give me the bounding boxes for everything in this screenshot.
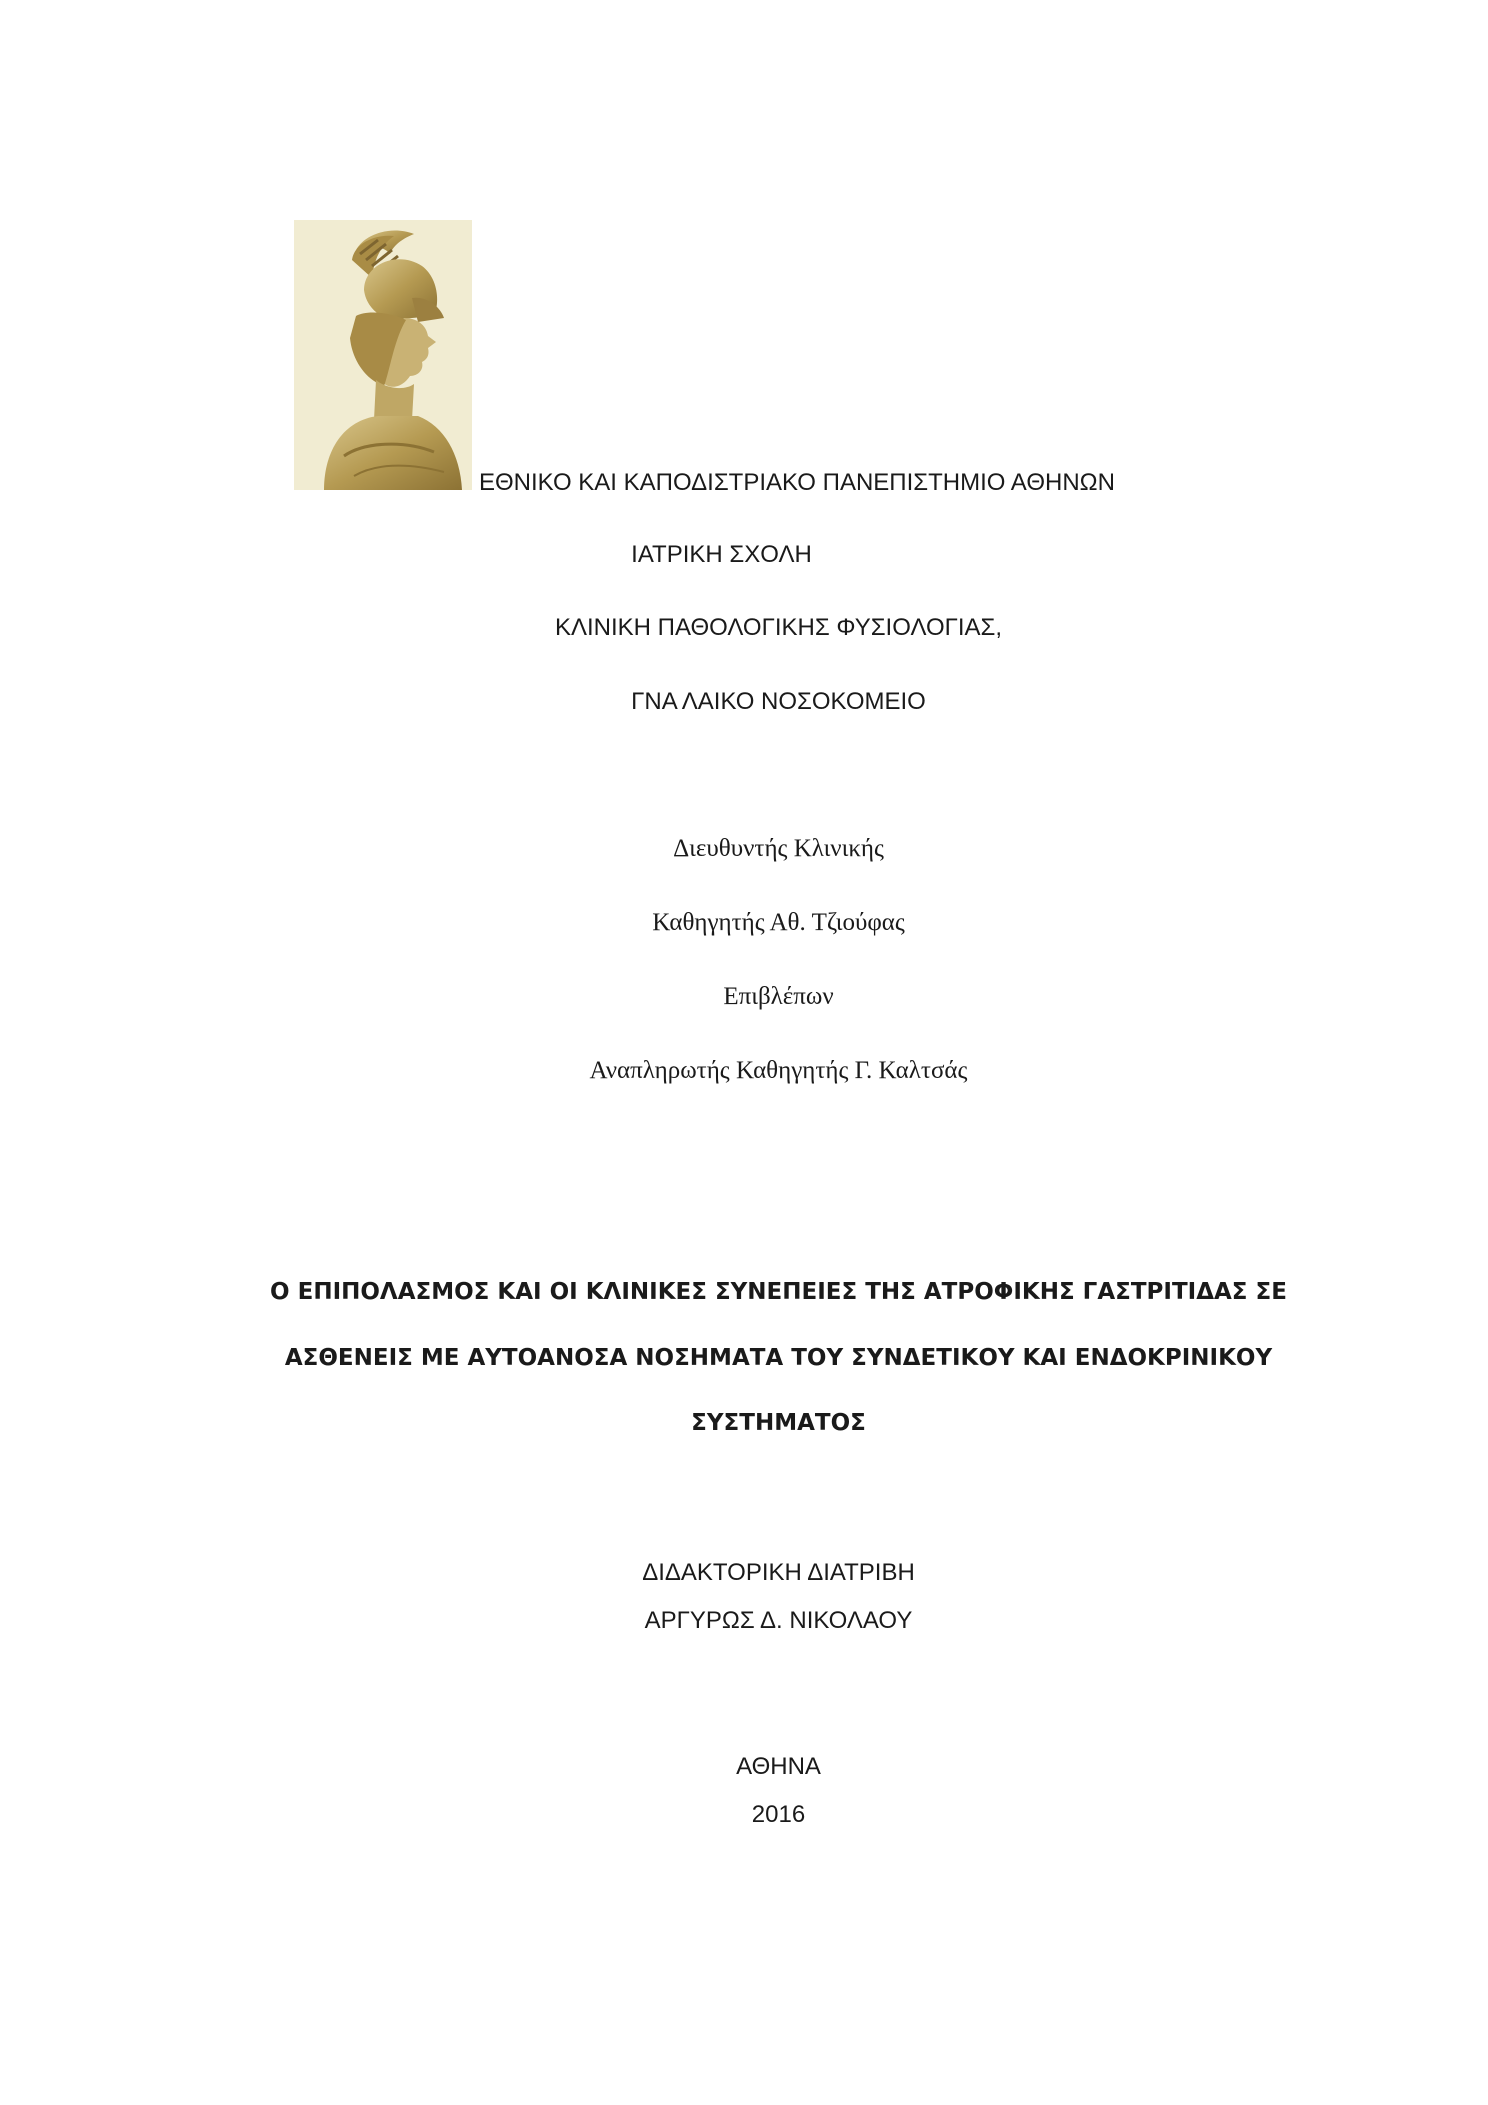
thesis-title-line-1: Ο ΕΠΙΠΟΛΑΣΜΟΣ ΚΑΙ ΟΙ ΚΛΙΝΙΚΕΣ ΣΥΝΕΠΕΙΕΣ ΤΗΣ ΑΤΡΟΦΙΚΗΣ ΓΑΣΤΡΙΤΙΔΑΣ ΣΕ (270, 1279, 1287, 1305)
thesis-title-line-2: ΑΣΘΕΝΕΙΣ ΜΕ ΑΥΤΟΑΝΟΣΑ ΝΟΣΗΜΑΤΑ ΤΟΥ ΣΥΝΔΕΤΙΚΟΥ ΚΑΙ ΕΝΔΟΚΡΙΝΙΚΟΥ (284, 1345, 1273, 1371)
athena-helmet-emblem-icon (294, 220, 472, 490)
supervisor-role: Επιβλέπων (723, 983, 834, 1010)
director-name: Καθηγητής Αθ. Τζιούφας (652, 909, 905, 936)
director-role: Διευθυντής Κλινικής (673, 835, 884, 862)
school-name: ΙΑΤΡΙΚΗ ΣΧΟΛΗ (631, 541, 812, 568)
hospital-name: ΓΝΑ ΛΑΙΚΟ ΝΟΣΟΚΟΜΕΙΟ (631, 688, 926, 715)
supervisor-name: Αναπληρωτής Καθηγητής Γ. Καλτσάς (589, 1057, 968, 1084)
thesis-type: ΔΙΔΑΚΤΟΡΙΚΗ ΔΙΑΤΡΙΒΗ (642, 1559, 915, 1586)
clinic-name: ΚΛΙΝΙΚΗ ΠΑΘΟΛΟΓΙΚΗΣ ΦΥΣΙΟΛΟΓΙΑΣ, (554, 614, 1003, 641)
university-name: ΕΘΝΙΚΟ ΚΑΙ ΚΑΠΟΔΙΣΤΡΙΑΚΟ ΠΑΝΕΠΙΣΤΗΜΙΟ ΑΘΗΝΩΝ (479, 469, 1115, 496)
thesis-title-line-3: ΣΥΣΤΗΜΑΤΟΣ (691, 1410, 866, 1436)
thesis-author: ΑΡΓΥΡΩΣ Δ. ΝΙΚΟΛΑΟΥ (644, 1607, 913, 1634)
year: 2016 (751, 1801, 806, 1828)
city: ΑΘΗΝΑ (736, 1753, 821, 1780)
